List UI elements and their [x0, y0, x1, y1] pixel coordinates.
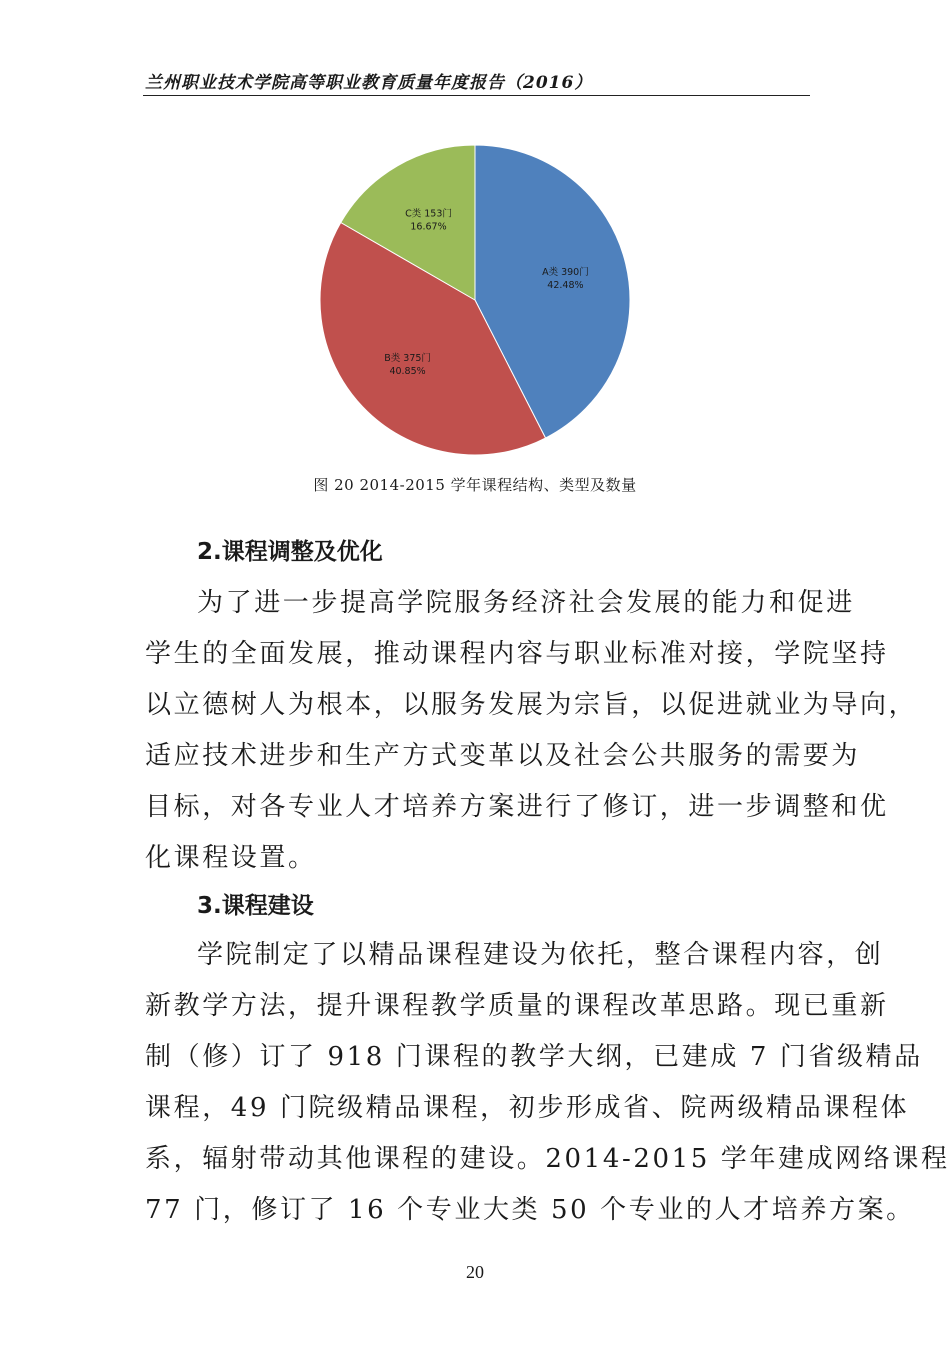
paragraph-line: 为了进一步提高学院服务经济社会发展的能力和促进	[197, 588, 855, 618]
slice-percent-label: 42.48%	[547, 280, 584, 292]
paragraph-line: 以立德树人为根本，以服务发展为宗旨，以促进就业为导向，	[145, 690, 918, 720]
section-3-heading: 3.课程建设	[197, 893, 314, 919]
header-title: 兰州职业技术学院高等职业教育质量年度报告（2016）	[145, 73, 593, 93]
slice-category-label: B类 375门	[384, 353, 431, 365]
paragraph-line: 系，辐射带动其他课程的建设。2014-2015 学年建成网络课程	[145, 1144, 950, 1174]
paragraph-line: 学生的全面发展，推动课程内容与职业标准对接，学院坚持	[145, 639, 889, 669]
slice-category-label: C类 153门	[405, 208, 452, 220]
paragraph-line: 适应技术进步和生产方式变革以及社会公共服务的需要为	[145, 741, 861, 771]
paragraph-line: 目标，对各专业人才培养方案进行了修订，进一步调整和优	[145, 792, 889, 822]
figure-caption: 图 20 2014-2015 学年课程结构、类型及数量	[313, 476, 637, 494]
pie-chart	[310, 140, 640, 460]
slice-category-label: A类 390门	[542, 267, 589, 279]
slice-percent-label: 40.85%	[389, 366, 426, 378]
paragraph-line: 课程，49 门院级精品课程，初步形成省、院两级精品课程体	[145, 1093, 910, 1123]
section-2-paragraph	[145, 578, 918, 884]
paragraph-line: 77 门，修订了 16 个专业大类 50 个专业的人才培养方案。	[145, 1195, 915, 1225]
paragraph-line: 制（修）订了 918 门课程的教学大纲，已建成 7 门省级精品	[145, 1042, 923, 1072]
section-3-paragraph	[145, 930, 950, 1236]
slice-percent-label: 16.67%	[410, 221, 447, 233]
paragraph-line: 新教学方法，提升课程教学质量的课程改革思路。现已重新	[145, 991, 889, 1021]
section-2-heading: 2.课程调整及优化	[197, 539, 383, 565]
paragraph-line: 学院制定了以精品课程建设为依托，整合课程内容，创	[197, 940, 884, 970]
pie-chart-svg	[310, 140, 640, 460]
paragraph-line: 化课程设置。	[145, 843, 317, 873]
page-number: 20	[466, 1262, 484, 1282]
header-rule	[143, 95, 810, 96]
